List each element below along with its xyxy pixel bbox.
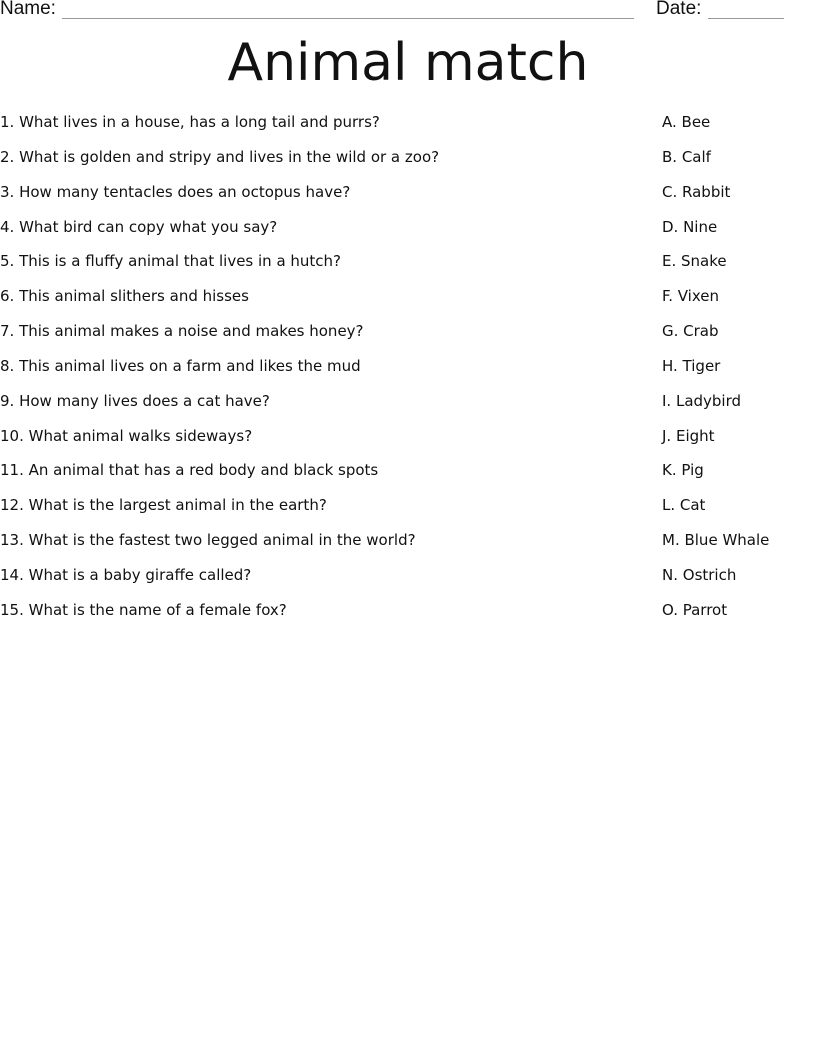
question-item: 4. What bird can copy what you say? bbox=[0, 217, 278, 236]
question-list bbox=[0, 111, 640, 634]
question-item: 6. This animal slithers and hisses bbox=[0, 287, 249, 306]
page-title: Animal match bbox=[227, 33, 589, 93]
question-item: 11. An animal that has a red body and black spots bbox=[0, 461, 379, 480]
question-item: 8. This animal lives on a farm and likes the mud bbox=[0, 356, 361, 375]
answer-item: L. Cat bbox=[662, 496, 706, 515]
question-item: 9. How many lives does a cat have? bbox=[0, 391, 270, 410]
answer-item: F. Vixen bbox=[662, 287, 720, 306]
question-item: 5. This is a fluffy animal that lives in a hutch? bbox=[0, 252, 342, 271]
answer-item: B. Calf bbox=[662, 147, 711, 166]
answer-item: K. Pig bbox=[662, 461, 704, 480]
answer-item: J. Eight bbox=[662, 426, 715, 445]
answer-item: M. Blue Whale bbox=[662, 531, 770, 550]
answer-item: I. Ladybird bbox=[662, 391, 742, 410]
answer-item: N. Ostrich bbox=[662, 565, 737, 584]
question-item: 3. How many tentacles does an octopus have? bbox=[0, 182, 351, 201]
answer-item: C. Rabbit bbox=[662, 182, 731, 201]
answer-item: G. Crab bbox=[662, 322, 719, 341]
answer-item: D. Nine bbox=[662, 217, 718, 236]
date-label: Date: bbox=[656, 0, 702, 19]
name-blank-line[interactable] bbox=[62, 18, 634, 19]
answer-item: H. Tiger bbox=[662, 356, 721, 375]
question-item: 2. What is golden and stripy and lives in the wild or a zoo? bbox=[0, 147, 440, 166]
question-item: 13. What is the fastest two legged animal in the world? bbox=[0, 531, 416, 550]
question-item: 15. What is the name of a female fox? bbox=[0, 600, 287, 619]
question-item: 12. What is the largest animal in the earth? bbox=[0, 496, 327, 515]
date-blank-line[interactable] bbox=[708, 18, 784, 19]
question-item: 14. What is a baby giraffe called? bbox=[0, 565, 252, 584]
answer-item: A. Bee bbox=[662, 113, 711, 131]
answer-item: O. Parrot bbox=[662, 600, 728, 619]
worksheet-header bbox=[0, 0, 816, 24]
question-item: 7. This animal makes a noise and makes honey? bbox=[0, 322, 364, 341]
question-item: 1. What lives in a house, has a long tail and purrs? bbox=[0, 113, 380, 131]
name-label: Name: bbox=[0, 0, 56, 19]
question-item: 10. What animal walks sideways? bbox=[0, 426, 253, 445]
answer-item: E. Snake bbox=[662, 252, 727, 271]
answer-list bbox=[662, 111, 812, 634]
